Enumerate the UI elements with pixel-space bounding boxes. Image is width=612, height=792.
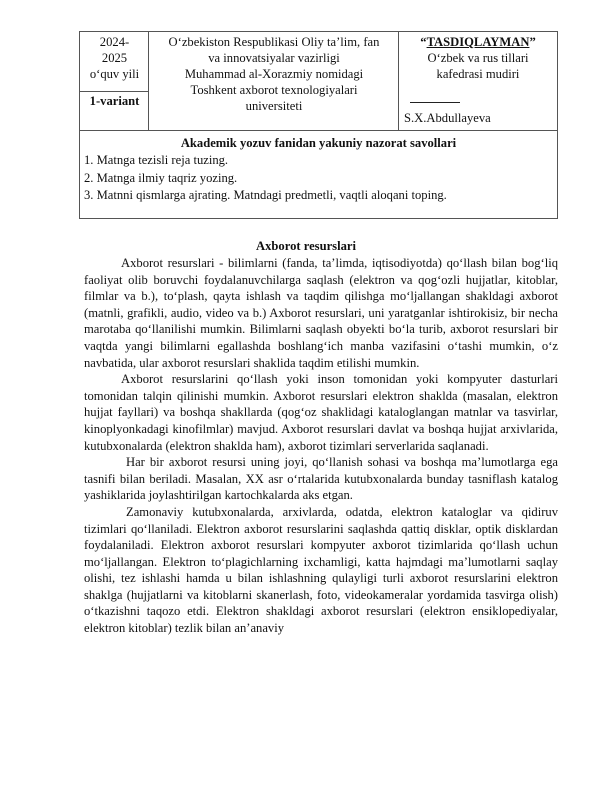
table-divider (80, 130, 557, 131)
approval-block (399, 34, 557, 82)
institution-line: universiteti (245, 99, 303, 113)
paragraph: Zamonaviy kutubxonalarda, arxivlarda, odatda, elektron kataloglar va qidiruv tizimlari qo‘llaniladi. Elektron axborot resurslarini saqlashda qattiq disklar, optik disklardan foydalaniladi. Elektron axborot resurslari kompyuter axborot tizimlarida qo‘llash uchun mo‘ljallangan. Elektron to‘plagichlarning ixchamligi, katta hajmdagi ma’lumotlarni saqlay olishi, tez ishlashi hamda u bilan ishlashning qulayligi turli axborot resurslarini elektron shaklga (hujjatlarni va kitoblarni skanerlash, foto, videokameralar yordamida tasvirga olish) o‘tkazishni taqozo etdi. Elektron shakldagi axborot resurslari (elektron ensiklopediyalar, elektron kitoblar) tezlik bilan an’anaviy (84, 504, 558, 636)
variant-label: 1-variant (89, 94, 140, 108)
year-line: 2024- (99, 35, 130, 49)
year-line: 2025 (101, 51, 128, 65)
question-item: 1. Matnga tezisli reja tuzing. (84, 153, 229, 167)
year-line: o‘quv yili (89, 67, 140, 81)
questions-title: Akademik yozuv fanidan yakuniy nazorat savollari (180, 136, 457, 150)
header-table (79, 31, 558, 219)
institution-line: O‘zbekiston Respublikasi Oliy ta’lim, fan (168, 35, 380, 49)
questions-list (84, 152, 554, 205)
institution-line: Muhammad al-Xorazmiy nomidagi (184, 67, 364, 81)
approval-line: O‘zbek va rus tillari (427, 51, 529, 65)
paragraph: Axborot resurslari - bilimlarni (fanda, ta’limda, iqtisodiyotda) qo‘llash bilan bog‘liq faoliyat olib boruvchi foydalanuvchilarga saqlash (elektron va qog‘ozli hujjatlar, kitoblar, filmlar va b.), to‘plash, qayta ishlash va taqdim qilishga mo‘ljallangan shakldagi axborot (matnli, grafikli, audio, video va b.) Axborot resurslari, uni yaratganlar ishtirokisiz, bir necha marotaba qo‘llanilishi mumkin. Bilimlarni saqlash obyekti bo‘la turib, axborot resurslari bir vaqtda yangi bilimlarni egallashda boshlang‘ich manba vazifasini o‘tashi mumkin, o‘z navbatida, ular axborot resurslari shaklida taqdim etilishi mumkin. (84, 256, 558, 370)
institution-line: Toshkent axborot texnologiyalari (190, 83, 358, 97)
document-body (84, 255, 558, 637)
paragraph: Har bir axborot resursi uning joyi, qo‘llanish sohasi va boshqa ma’lumotlarga ega tasnifi bilan beriladi. Masalan, XX asr o‘rtalarida kutubxonalarda bunday tasniflash katalog yashiklarida joylashtirilgan kartochkalarda aks etgan. (84, 455, 558, 503)
academic-year (80, 34, 149, 82)
document-title: Axborot resurslari (256, 239, 356, 253)
paragraph: Axborot resurslarini qo‘llash yoki inson tomonidan yoki kompyuter dasturlari tomonidan talqin qilinishi mumkin. Axborot resurslari elektron shaklda (masalan, elektron hujjat fayllari) va boshqa shakllarda (qog‘oz shaklidagi kataloglangan matnlar va tasvirlar, kinoplyonkadagi kinofilmlar) mavjud. Axborot resurslari davlat va boshqa hujjat arxivlarida, kutubxonalarda (elektron shaklda ham), axborot tizimlari serverlarida saqlanadi. (84, 372, 558, 453)
institution-line: va innovatsiyalar vazirligi (208, 51, 340, 65)
table-divider (80, 91, 149, 92)
approval-title-text: TASDIQLAYMAN (426, 35, 530, 49)
approval-line: kafedrasi mudiri (436, 67, 520, 81)
approval-title: “TASDIQLAYMAN” (420, 35, 536, 49)
institution-name (149, 34, 399, 114)
approver-name: S.X.Abdullayeva (404, 111, 491, 125)
question-item: 2. Matnga ilmiy taqriz yozing. (84, 170, 238, 185)
question-item: 3. Matnni qismlarga ajrating. Matndagi predmetli, vaqtli aloqani toping. (84, 188, 447, 202)
signature-line (410, 102, 460, 103)
